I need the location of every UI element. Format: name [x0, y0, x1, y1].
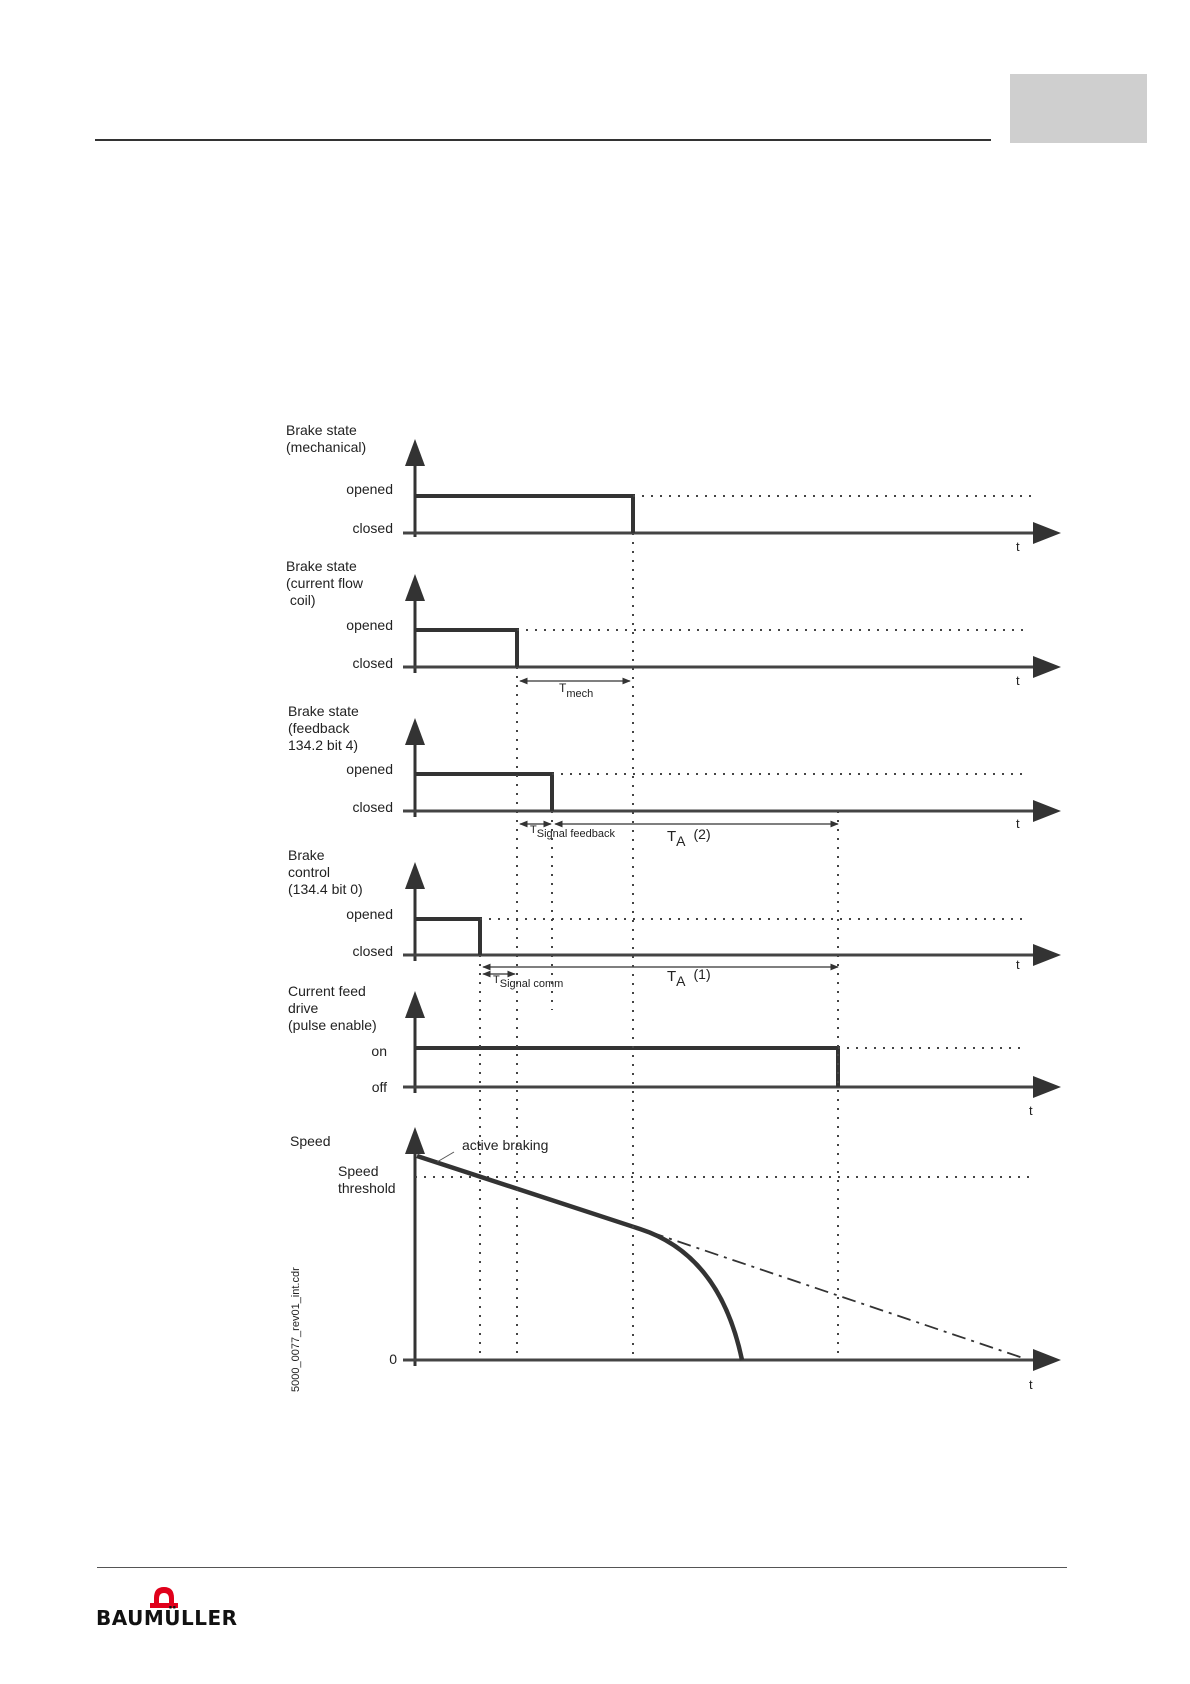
panel-label-line: coil) [286, 592, 316, 608]
time-axis-label: t [1016, 957, 1020, 972]
panel-label-line: (mechanical) [286, 439, 367, 455]
level-label-low: closed [352, 943, 393, 959]
y-axis-arrowhead [405, 439, 425, 466]
y-axis-arrowhead [405, 862, 425, 889]
interval-label-t-signal-feedback: TSignal feedback [530, 824, 616, 840]
panel-mechanical [286, 422, 1061, 554]
panel-label-line: Brake state [288, 703, 359, 719]
time-axis-label: t [1016, 539, 1020, 554]
level-label-high: on [371, 1043, 387, 1059]
x-axis-arrowhead [1033, 1349, 1061, 1371]
signal-trace [415, 1048, 838, 1087]
drawing-code-label: 5000_0077_rev01_int.cdr [290, 1267, 302, 1392]
y-axis-arrowhead [405, 1127, 425, 1154]
interval-label-t-mech: Tmech [559, 681, 594, 700]
panel-label-line: Speed [290, 1133, 331, 1149]
level-label-low: closed [352, 655, 393, 671]
threshold-label-line: Speed [338, 1163, 379, 1179]
x-axis-arrowhead [1033, 944, 1061, 966]
x-axis-arrowhead [1033, 1076, 1061, 1098]
interval-label-t-a2: TA (2) [667, 826, 711, 849]
signal-trace [415, 919, 480, 955]
logo-emblem-icon [150, 1584, 178, 1608]
panel-pulse-enable [288, 983, 1061, 1118]
baumuller-logo [96, 1584, 244, 1632]
panel-label-line: (pulse enable) [288, 1017, 377, 1033]
time-axis-label: t [1029, 1377, 1033, 1392]
panel-label-line: Brake state [286, 422, 357, 438]
threshold-label-line: threshold [338, 1180, 396, 1196]
interval-label-t-a1: TA (1) [667, 966, 711, 989]
level-label-low: closed [352, 799, 393, 815]
level-label-low: off [371, 1079, 387, 1095]
time-axis-label: t [1029, 1103, 1033, 1118]
time-axis-label: t [1016, 673, 1020, 688]
signal-trace [415, 496, 633, 533]
footer-rule [97, 1567, 1067, 1568]
level-label-high: opened [346, 617, 393, 633]
annotation-leader [437, 1152, 454, 1162]
panel-label-line: (current flow [286, 575, 364, 591]
speed-curve [417, 1156, 742, 1360]
level-label-high: opened [346, 906, 393, 922]
panel-feedback [288, 703, 1061, 849]
logo-wordmark: BAUMÜLLER [96, 1606, 238, 1630]
panel-label-line: (134.4 bit 0) [288, 881, 363, 897]
signal-trace [415, 630, 517, 667]
panel-label-line: control [288, 864, 331, 880]
panel-coil [286, 558, 1061, 700]
x-axis-arrowhead [1033, 522, 1061, 544]
y-axis-arrowhead [405, 991, 425, 1018]
panel-label-line: Brake [288, 847, 325, 863]
panel-label-line: 134.2 bit 4) [288, 737, 359, 753]
level-label-high: opened [346, 761, 393, 777]
annotation-active-braking: active braking [462, 1137, 549, 1153]
panel-label-line: drive [288, 1000, 319, 1016]
speed-extrapolation [650, 1232, 1023, 1358]
y-axis-arrowhead [405, 718, 425, 745]
panel-label-line: (feedback [288, 720, 350, 736]
zero-label: 0 [389, 1351, 397, 1367]
panel-label-line: Current feed [288, 983, 366, 999]
panel-control [288, 847, 1061, 990]
panel-label-line: Brake state [286, 558, 357, 574]
y-axis-arrowhead [405, 574, 425, 601]
x-axis-arrowhead [1033, 656, 1061, 678]
level-label-high: opened [346, 481, 393, 497]
level-label-low: closed [352, 520, 393, 536]
x-axis-arrowhead [1033, 800, 1061, 822]
time-axis-label: t [1016, 816, 1020, 831]
panel-speed [290, 1127, 1061, 1392]
signal-trace [415, 774, 552, 811]
interval-label-t-signal-comm: TSignal comm [493, 974, 564, 990]
